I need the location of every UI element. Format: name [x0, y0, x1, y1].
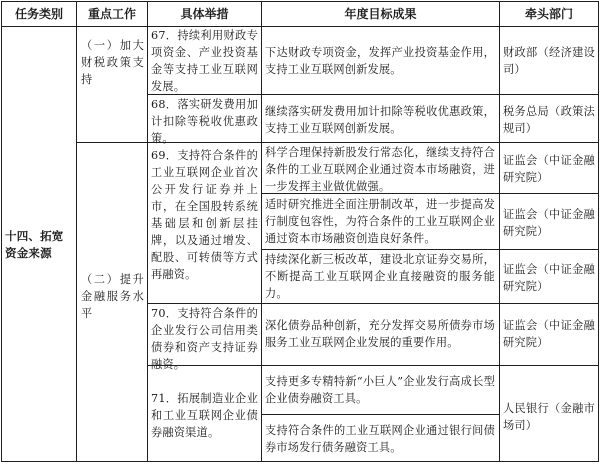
- header-key-work: 重点工作: [87, 7, 136, 21]
- header-measures: 具体举措: [180, 7, 229, 21]
- rule: [261, 1, 262, 462]
- goal-71-a: 支持更多专精特新“小巨人”企业发行高成长型企业债券融资工具。: [265, 375, 495, 405]
- dept-70: 证监会（中证金融研究院）: [503, 319, 595, 349]
- dept-69-a: 证监会（中证金融研究院）: [503, 154, 595, 184]
- rule: [1, 26, 599, 27]
- goal-69-b: 适时研究推进全面注册制改革，进一步提高发行制度包容性，为符合条件的工业互联网企业通过资本市场融资创造良好条件。: [265, 198, 495, 245]
- rule: [1, 461, 599, 462]
- rule: [147, 1, 148, 462]
- dept-69-c: 证监会（中证金融研究院）: [503, 263, 595, 293]
- dept-69-b: 证监会（中证金融研究院）: [503, 208, 595, 238]
- goal-67: 下达财政专项资金，发挥产业投资基金作用，支持工业互联网创新发展。: [265, 46, 495, 76]
- rule: [1, 1, 2, 462]
- dept-67: 财政部（经济建设司）: [503, 46, 595, 76]
- measure-68: 68．落实研发费用加计扣除等税收优惠政策。: [151, 98, 258, 145]
- key-work-financial-service: （二）提升金融服务水平: [81, 273, 144, 320]
- dept-71: 人民银行（金融市场司）: [503, 402, 595, 432]
- rule: [147, 303, 599, 304]
- goal-69-c: 持续深化新三板改革，建设北京证券交易所，不断提高工业互联网企业直接融资的服务能力。: [265, 253, 495, 300]
- goal-70: 深化债券品种创新，充分发挥交易所债券市场服务工业互联网企业发展的重要作用。: [265, 319, 495, 349]
- rule: [76, 1, 77, 462]
- rule: [499, 1, 500, 462]
- measure-69: 69．支持符合条件的工业互联网企业首次公开发行证券并上市，在全国股转系统基础层和创新层挂牌，以及通过增发、配股、可转债等方式再融资。: [151, 149, 258, 281]
- dept-68: 税务总局（政策法规司）: [503, 105, 595, 135]
- rule: [261, 249, 599, 250]
- header-annual-goals: 年度目标成果: [344, 7, 417, 21]
- rule: [261, 414, 499, 415]
- policy-table: [1, 1, 599, 462]
- goal-69-a: 科学合理保持新股发行常态化，继续支持符合条件的工业互联网企业通过资本市场融资，进一步发挥主业做优做强。: [265, 146, 495, 193]
- key-work-finance-tax: （一）加大财税政策支持: [81, 39, 144, 86]
- rule: [1, 1, 599, 2]
- goal-68: 继续落实研发费用加计扣除等税收优惠政策，支持工业互联网创新发展。: [265, 105, 495, 135]
- measure-67: 67．持续利用财政专项资金、产业投资基金等支持工业互联网发展。: [151, 29, 258, 93]
- task-category: 十四、拓宽资金来源: [5, 229, 64, 260]
- measure-71: 71．拓展制造业企业和工业互联网企业债券融资渠道。: [151, 392, 258, 439]
- goal-71-b: 支持符合条件的工业互联网企业通过银行间债券市场发行债务融资工具。: [265, 424, 495, 454]
- rule: [598, 1, 599, 462]
- header-lead-dept: 牵头部门: [524, 7, 573, 21]
- measure-70: 70．支持符合条件的企业发行公司信用类债券和资产支持证券融资。: [151, 307, 258, 371]
- header-task-category: 任务类别: [14, 7, 63, 21]
